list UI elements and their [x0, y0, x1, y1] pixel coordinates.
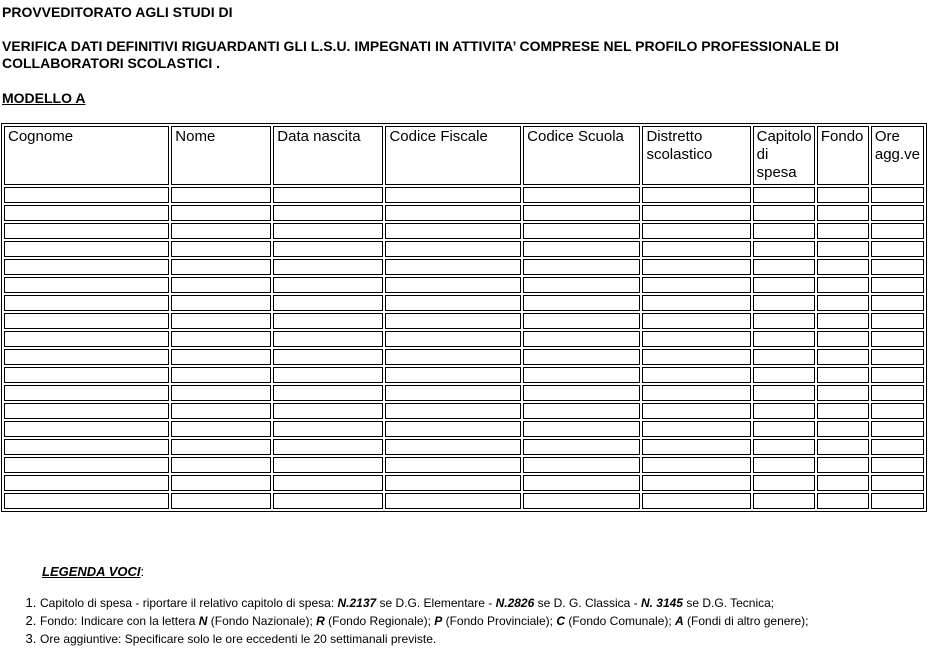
table-cell[interactable]	[385, 349, 521, 365]
table-cell[interactable]	[753, 439, 815, 455]
table-cell[interactable]	[385, 493, 521, 509]
table-cell[interactable]	[4, 385, 169, 401]
table-cell[interactable]	[385, 367, 521, 383]
table-row	[4, 367, 924, 383]
table-cell[interactable]	[273, 241, 383, 257]
table-cell[interactable]	[871, 439, 924, 455]
table-cell[interactable]	[273, 259, 383, 275]
table-cell[interactable]	[523, 241, 640, 257]
table-row	[4, 385, 924, 401]
table-row	[4, 187, 924, 203]
table-cell[interactable]	[4, 367, 169, 383]
table-cell[interactable]	[817, 349, 869, 365]
table-cell[interactable]	[817, 259, 869, 275]
table-cell[interactable]	[273, 385, 383, 401]
table-cell[interactable]	[817, 205, 869, 221]
column-header-codice-fiscale: Codice Fiscale	[385, 126, 521, 185]
table-cell[interactable]	[171, 367, 271, 383]
legend-item-fondo: 2. Fondo: Indicare con la lettera N (Fondo Nazionale); R (Fondo Regionale); P (Fondo Provinciale); C (Fondo Comunale); A (Fondi di altro genere);	[40, 612, 808, 630]
table-cell[interactable]	[171, 349, 271, 365]
table-cell[interactable]	[871, 259, 924, 275]
table-row	[4, 259, 924, 275]
table-cell[interactable]	[4, 439, 169, 455]
table-cell[interactable]	[753, 295, 815, 311]
table-row	[4, 295, 924, 311]
table-cell[interactable]	[385, 421, 521, 437]
table-cell[interactable]	[753, 205, 815, 221]
table-cell[interactable]	[871, 457, 924, 473]
table-cell[interactable]	[4, 241, 169, 257]
table-cell[interactable]	[523, 439, 640, 455]
table-cell[interactable]	[385, 295, 521, 311]
table-cell[interactable]	[523, 475, 640, 491]
table-cell[interactable]	[753, 259, 815, 275]
table-row	[4, 313, 924, 329]
table-row	[4, 223, 924, 239]
table-cell[interactable]	[523, 259, 640, 275]
table-cell[interactable]	[871, 313, 924, 329]
table-cell[interactable]	[385, 241, 521, 257]
table-cell[interactable]	[523, 457, 640, 473]
table-cell[interactable]	[4, 331, 169, 347]
table-cell[interactable]	[871, 349, 924, 365]
table-cell[interactable]	[871, 421, 924, 437]
table-cell[interactable]	[642, 493, 750, 509]
table-cell[interactable]	[273, 187, 383, 203]
table-cell[interactable]	[523, 385, 640, 401]
table-cell[interactable]	[642, 475, 750, 491]
table-cell[interactable]	[523, 205, 640, 221]
column-header-ore: Ore agg.ve	[871, 126, 924, 185]
column-header-nome: Nome	[171, 126, 271, 185]
table-row	[4, 475, 924, 491]
table-cell[interactable]	[817, 223, 869, 239]
table-row	[4, 331, 924, 347]
table-cell[interactable]	[817, 421, 869, 437]
table-cell[interactable]	[642, 457, 750, 473]
table-cell[interactable]	[642, 421, 750, 437]
table-cell[interactable]	[642, 439, 750, 455]
table-cell[interactable]	[171, 223, 271, 239]
table-cell[interactable]	[385, 475, 521, 491]
table-cell[interactable]	[753, 187, 815, 203]
table-row	[4, 349, 924, 365]
table-cell[interactable]	[753, 403, 815, 419]
table-cell[interactable]	[871, 241, 924, 257]
table-cell[interactable]	[385, 403, 521, 419]
column-header-cognome: Cognome	[4, 126, 169, 185]
table-cell[interactable]	[273, 439, 383, 455]
table-cell[interactable]	[817, 457, 869, 473]
table-cell[interactable]	[523, 187, 640, 203]
table-cell[interactable]	[171, 259, 271, 275]
table-cell[interactable]	[171, 421, 271, 437]
office-heading: PROVVEDITORATO AGLI STUDI DI	[2, 4, 233, 20]
table-cell[interactable]	[4, 313, 169, 329]
table-cell[interactable]	[171, 475, 271, 491]
subject-heading: VERIFICA DATI DEFINITIVI RIGUARDANTI GLI L.S.U. IMPEGNATI IN ATTIVITA’ COMPRESE NEL PROFILO PROFESSIONALE DI COLLABORATORI SCOLASTICI .	[2, 38, 839, 71]
table-row	[4, 457, 924, 473]
table-cell[interactable]	[871, 367, 924, 383]
table-cell[interactable]	[273, 475, 383, 491]
table-cell[interactable]	[753, 313, 815, 329]
table-cell[interactable]	[753, 331, 815, 347]
table-cell[interactable]	[385, 259, 521, 275]
table-cell[interactable]	[4, 349, 169, 365]
table-cell[interactable]	[753, 421, 815, 437]
table-cell[interactable]	[171, 457, 271, 473]
table-row	[4, 493, 924, 509]
table-cell[interactable]	[4, 493, 169, 509]
table-cell[interactable]	[171, 439, 271, 455]
table-cell[interactable]	[642, 331, 750, 347]
legend-list	[0, 594, 808, 648]
column-header-data-nascita: Data nascita	[273, 126, 383, 185]
table-row	[4, 403, 924, 419]
legend-title-colon: :	[140, 564, 145, 579]
table-cell[interactable]	[171, 493, 271, 509]
table-cell[interactable]	[753, 367, 815, 383]
table-cell[interactable]	[171, 241, 271, 257]
table-cell[interactable]	[273, 277, 383, 293]
table-row	[4, 205, 924, 221]
legend-title: LEGENDA VOCI	[42, 564, 141, 579]
table-cell[interactable]	[642, 259, 750, 275]
table-cell[interactable]	[817, 475, 869, 491]
table-cell[interactable]	[753, 349, 815, 365]
table-cell[interactable]	[753, 277, 815, 293]
table-cell[interactable]	[871, 385, 924, 401]
table-cell[interactable]	[171, 277, 271, 293]
table-cell[interactable]	[385, 187, 521, 203]
legend-item-capitolo: 1. Capitolo di spesa - riportare il relativo capitolo di spesa: N.2137 se D.G. Elementare - N.2826 se D. G. Classica - N. 3145 se D.G. Tecnica;	[40, 594, 808, 612]
table-cell[interactable]	[273, 295, 383, 311]
data-table	[1, 123, 927, 512]
legend-item-ore: 3. Ore aggiuntive: Specificare solo le ore eccedenti le 20 settimanali previste.	[40, 630, 808, 648]
table-cell[interactable]	[817, 331, 869, 347]
table-cell[interactable]	[753, 223, 815, 239]
table-cell[interactable]	[273, 313, 383, 329]
table-cell[interactable]	[171, 187, 271, 203]
table-cell[interactable]	[273, 223, 383, 239]
column-header-fondo: Fondo	[817, 126, 869, 185]
table-cell[interactable]	[642, 367, 750, 383]
table-row	[4, 241, 924, 257]
table-cell[interactable]	[171, 331, 271, 347]
table-cell[interactable]	[385, 439, 521, 455]
table-cell[interactable]	[171, 403, 271, 419]
table-cell[interactable]	[273, 367, 383, 383]
table-cell[interactable]	[273, 457, 383, 473]
table-cell[interactable]	[753, 457, 815, 473]
table-cell[interactable]	[385, 277, 521, 293]
table-cell[interactable]	[871, 475, 924, 491]
table-cell[interactable]	[871, 187, 924, 203]
table-cell[interactable]	[642, 241, 750, 257]
table-cell[interactable]	[385, 223, 521, 239]
table-cell[interactable]	[817, 385, 869, 401]
table-cell[interactable]	[753, 241, 815, 257]
table-cell[interactable]	[4, 223, 169, 239]
table-cell[interactable]	[273, 205, 383, 221]
table-cell[interactable]	[817, 403, 869, 419]
table-row	[4, 277, 924, 293]
column-header-capitolo: Capitolo di spesa	[753, 126, 815, 185]
table-cell[interactable]	[871, 493, 924, 509]
table-cell[interactable]	[753, 475, 815, 491]
table-cell[interactable]	[642, 349, 750, 365]
table-cell[interactable]	[4, 475, 169, 491]
table-cell[interactable]	[817, 187, 869, 203]
table-cell[interactable]	[871, 403, 924, 419]
column-header-codice-scuola: Codice Scuola	[523, 126, 640, 185]
table-cell[interactable]	[385, 457, 521, 473]
table-row	[4, 439, 924, 455]
table-cell[interactable]	[523, 331, 640, 347]
table-cell[interactable]	[523, 277, 640, 293]
table-cell[interactable]	[753, 493, 815, 509]
table-cell[interactable]	[523, 367, 640, 383]
table-cell[interactable]	[4, 457, 169, 473]
table-cell[interactable]	[642, 403, 750, 419]
table-cell[interactable]	[642, 295, 750, 311]
table-cell[interactable]	[171, 205, 271, 221]
table-cell[interactable]	[4, 205, 169, 221]
table-cell[interactable]	[817, 439, 869, 455]
table-cell[interactable]	[385, 205, 521, 221]
table-cell[interactable]	[523, 223, 640, 239]
table-cell[interactable]	[273, 493, 383, 509]
table-cell[interactable]	[4, 277, 169, 293]
table-cell[interactable]	[385, 313, 521, 329]
table-cell[interactable]	[523, 403, 640, 419]
table-cell[interactable]	[642, 385, 750, 401]
table-cell[interactable]	[871, 223, 924, 239]
table-cell[interactable]	[642, 223, 750, 239]
table-cell[interactable]	[4, 421, 169, 437]
table-cell[interactable]	[753, 385, 815, 401]
table-cell[interactable]	[871, 295, 924, 311]
table-cell[interactable]	[642, 313, 750, 329]
table-cell[interactable]	[4, 403, 169, 419]
table-cell[interactable]	[871, 331, 924, 347]
table-cell[interactable]	[523, 295, 640, 311]
table-cell[interactable]	[523, 349, 640, 365]
table-cell[interactable]	[523, 313, 640, 329]
table-cell[interactable]	[171, 295, 271, 311]
table-cell[interactable]	[523, 493, 640, 509]
table-cell[interactable]	[4, 259, 169, 275]
table-cell[interactable]	[273, 421, 383, 437]
table-cell[interactable]	[385, 331, 521, 347]
table-cell[interactable]	[171, 385, 271, 401]
table-cell[interactable]	[4, 295, 169, 311]
table-header-row	[4, 126, 924, 185]
table-cell[interactable]	[817, 313, 869, 329]
table-row	[4, 421, 924, 437]
table-cell[interactable]	[273, 331, 383, 347]
table-cell[interactable]	[642, 187, 750, 203]
table-cell[interactable]	[171, 313, 271, 329]
column-header-distretto: Distretto scolastico	[642, 126, 750, 185]
table-cell[interactable]	[871, 277, 924, 293]
table-cell[interactable]	[4, 187, 169, 203]
table-cell[interactable]	[385, 385, 521, 401]
table-cell[interactable]	[817, 493, 869, 509]
table-cell[interactable]	[817, 277, 869, 293]
table-cell[interactable]	[523, 421, 640, 437]
table-cell[interactable]	[642, 277, 750, 293]
table-cell[interactable]	[817, 241, 869, 257]
legend-heading	[42, 564, 144, 579]
table-cell[interactable]	[273, 349, 383, 365]
table-cell[interactable]	[817, 367, 869, 383]
table-cell[interactable]	[871, 205, 924, 221]
table-cell[interactable]	[642, 205, 750, 221]
table-cell[interactable]	[817, 295, 869, 311]
table-cell[interactable]	[273, 403, 383, 419]
model-heading: MODELLO A	[2, 90, 86, 106]
